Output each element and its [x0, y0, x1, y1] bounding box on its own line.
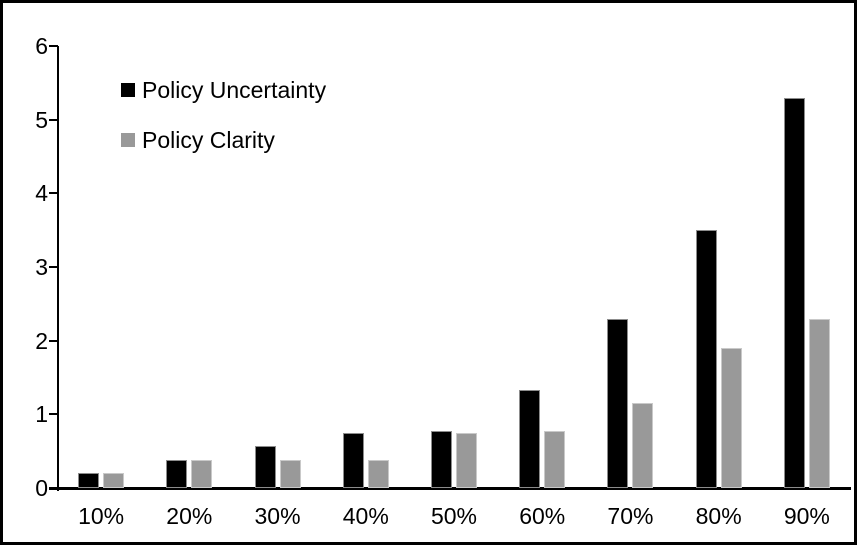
legend-label-policy-clarity: Policy Clarity	[142, 126, 275, 153]
y-tick-label: 2	[35, 327, 48, 354]
x-tick-label: 90%	[783, 503, 830, 529]
bar-policy-uncertainty	[607, 319, 628, 488]
bar-policy-clarity	[456, 433, 477, 488]
bar-policy-clarity	[809, 319, 830, 488]
bar-policy-uncertainty	[343, 433, 364, 488]
y-tick-mark	[49, 487, 58, 489]
legend-swatch-policy-clarity	[121, 133, 135, 147]
bar-policy-clarity	[368, 460, 389, 488]
legend-item-policy-uncertainty	[121, 76, 326, 104]
x-tick-label: 70%	[607, 503, 654, 529]
y-axis-line	[57, 46, 59, 491]
x-tick-label: 50%	[430, 503, 477, 529]
x-tick-label: 60%	[519, 503, 566, 529]
y-tick-label: 6	[35, 33, 48, 59]
x-tick-label: 40%	[342, 503, 389, 529]
y-tick-mark	[49, 45, 58, 47]
y-tick-label: 3	[35, 254, 48, 280]
bar-policy-clarity	[721, 348, 742, 488]
x-tick-label: 20%	[166, 503, 213, 529]
bar-policy-uncertainty	[696, 230, 717, 488]
y-tick-label: 1	[35, 401, 48, 428]
bar-policy-clarity	[191, 460, 212, 488]
y-tick-mark	[49, 192, 58, 194]
x-tick-label: 80%	[695, 503, 742, 529]
y-tick-mark	[49, 119, 58, 121]
y-tick-mark	[49, 340, 58, 342]
bar-policy-clarity	[280, 460, 301, 488]
y-tick-mark	[49, 413, 58, 415]
bar-policy-uncertainty	[431, 431, 452, 488]
legend-swatch-policy-uncertainty	[121, 83, 135, 97]
x-tick-label: 10%	[78, 503, 125, 529]
x-tick-label: 30%	[254, 503, 301, 529]
bar-policy-uncertainty	[78, 473, 99, 488]
bar-policy-clarity	[544, 431, 565, 488]
bar-policy-uncertainty	[255, 446, 276, 488]
bar-policy-clarity	[632, 403, 653, 488]
legend-label-policy-uncertainty: Policy Uncertainty	[142, 76, 327, 103]
bar-policy-uncertainty	[519, 390, 540, 488]
y-tick-label: 5	[35, 106, 48, 133]
bar-policy-uncertainty	[784, 98, 805, 488]
legend-item-policy-clarity	[121, 126, 326, 154]
y-tick-label: 0	[35, 475, 48, 501]
bar-policy-clarity	[103, 473, 124, 488]
bar-policy-uncertainty	[166, 460, 187, 488]
y-tick-label: 4	[35, 180, 48, 207]
y-tick-mark	[49, 266, 58, 268]
legend	[121, 76, 326, 176]
